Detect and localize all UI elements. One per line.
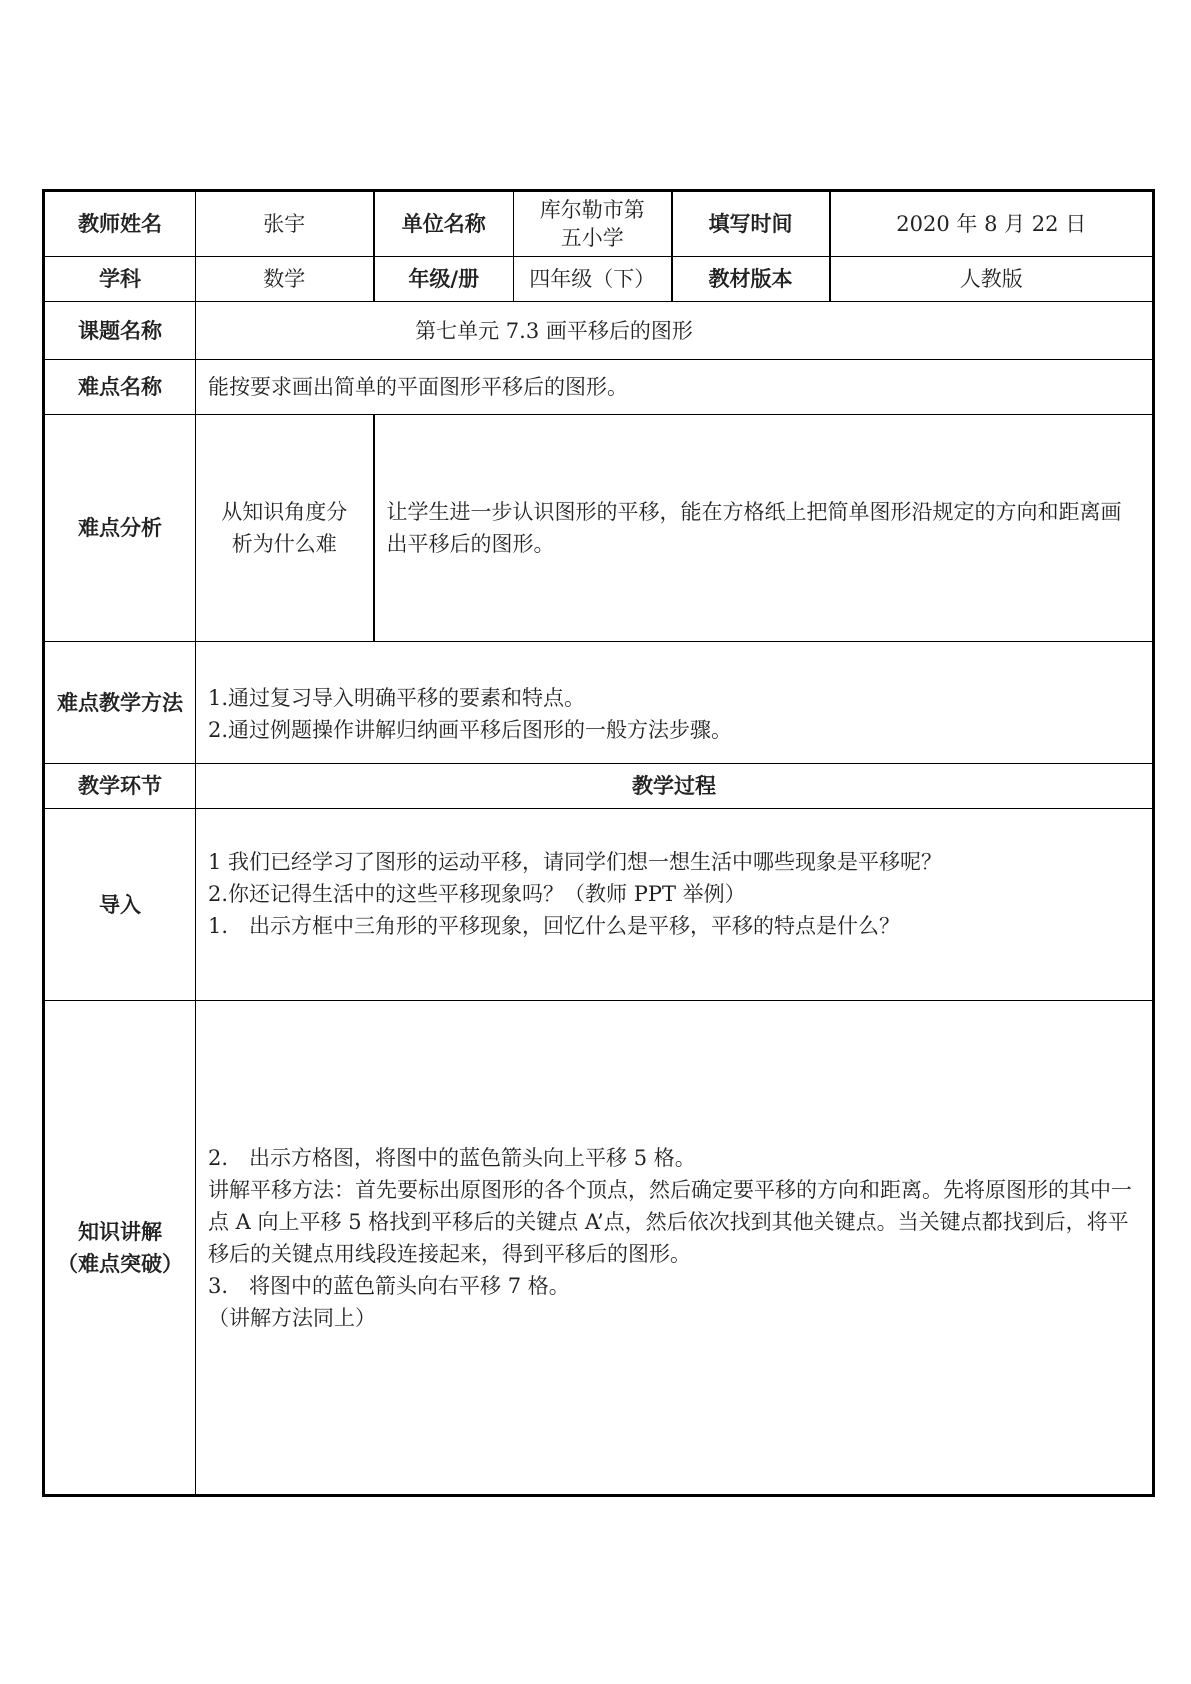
method-line: 2.通过例题操作讲解归纳画平移后图形的一般方法步骤。 <box>208 717 733 742</box>
topic-label: 课题名称 <box>44 302 196 360</box>
knowledge-label-line2: （难点突破） <box>57 1251 183 1276</box>
teacher-name-label: 教师姓名 <box>44 191 196 257</box>
method-content <box>196 642 1154 764</box>
stage-header-label: 教学环节 <box>44 764 196 809</box>
edition-value: 人教版 <box>830 257 1154 302</box>
subject-label: 学科 <box>44 257 196 302</box>
intro-content <box>196 809 1154 1001</box>
subject-value: 数学 <box>196 257 374 302</box>
unit-name-value: 库尔勒市第五小学 <box>514 191 672 257</box>
fill-time-label: 填写时间 <box>672 191 830 257</box>
intro-label: 导入 <box>44 809 196 1001</box>
intro-line: 1 我们已经学习了图形的运动平移，请同学们想一想生活中哪些现象是平移呢？ <box>208 849 943 874</box>
knowledge-line: （讲解方法同上） <box>208 1305 376 1330</box>
unit-name-label: 单位名称 <box>374 191 514 257</box>
difficulty-label: 难点名称 <box>44 360 196 415</box>
method-line: 1.通过复习导入明确平移的要素和特点。 <box>208 685 586 710</box>
teacher-name-value: 张宇 <box>196 191 374 257</box>
knowledge-content <box>196 1001 1154 1496</box>
method-label: 难点教学方法 <box>44 642 196 764</box>
lesson-plan-table <box>42 189 1155 1497</box>
intro-line: 2.你还记得生活中的这些平移现象吗？（教师 PPT 举例） <box>208 881 746 906</box>
grade-label: 年级/册 <box>374 257 514 302</box>
process-header-label: 教学过程 <box>196 764 1154 809</box>
fill-time-value: 2020 年 8 月 22 日 <box>830 191 1154 257</box>
difficulty-value: 能按要求画出简单的平面图形平移后的图形。 <box>196 360 1154 415</box>
grade-value: 四年级（下） <box>514 257 672 302</box>
analysis-value: 让学生进一步认识图形的平移，能在方格纸上把简单图形沿规定的方向和距离画出平移后的图形。 <box>374 415 1154 642</box>
analysis-label: 难点分析 <box>44 415 196 642</box>
analysis-sub-label: 从知识角度分析为什么难 <box>196 415 374 642</box>
edition-label: 教材版本 <box>672 257 830 302</box>
knowledge-line: 讲解平移方法：首先要标出原图形的各个顶点，然后确定要平移的方向和距离。先将原图形的其中一点 A 向上平移 5 格找到平移后的关键点 A’点，然后依次找到其他关键点。当关键点都找到后，将平移后的关键点用线段连接起来，得到平移后的图形。 <box>208 1177 1132 1266</box>
knowledge-line: 3. 将图中的蓝色箭头向右平移 7 格。 <box>208 1273 570 1298</box>
intro-line: 1. 出示方框中三角形的平移现象，回忆什么是平移，平移的特点是什么？ <box>208 913 901 938</box>
knowledge-line: 2. 出示方格图，将图中的蓝色箭头向上平移 5 格。 <box>208 1145 696 1170</box>
knowledge-label-line1: 知识讲解 <box>78 1219 162 1244</box>
knowledge-label <box>44 1001 196 1496</box>
topic-value: 第七单元 7.3 画平移后的图形 <box>196 302 1154 360</box>
